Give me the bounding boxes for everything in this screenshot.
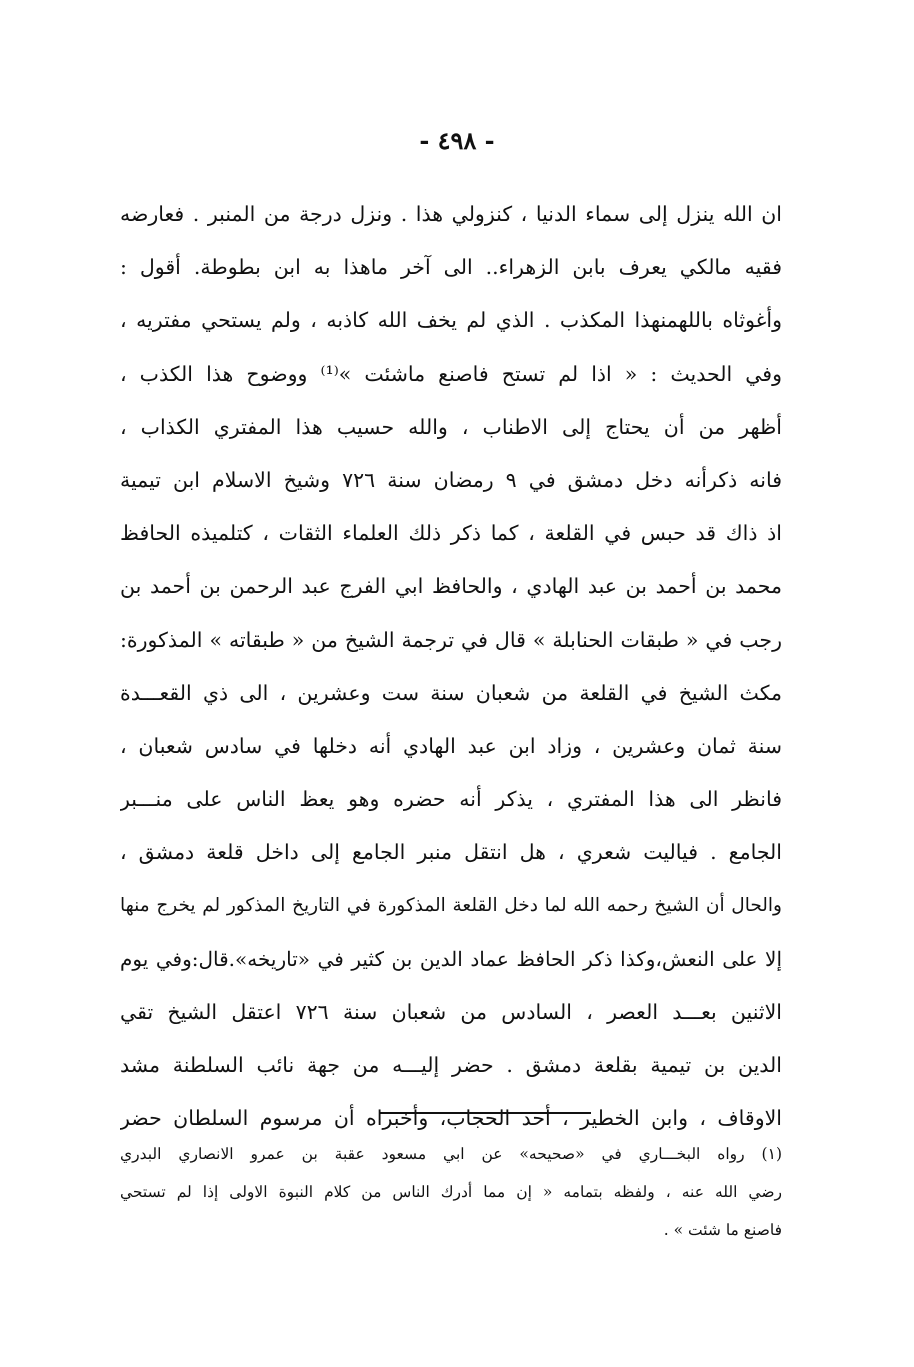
text-line: فانظر الى هذا المفتري ، يذكر أنه حضره وهو يعظ الناس على منـــبر bbox=[120, 787, 782, 812]
text-line: أظهر من أن يحتاج إلى الاطناب ، والله حسيب هذا المفتري الكذاب ، bbox=[120, 414, 782, 439]
text-line: فانه ذكرأنه دخل دمشق في ٩ رمضان سنة ٧٢٦ وشيخ الاسلام ابن تيمية bbox=[120, 467, 782, 492]
footnote-line: رضي الله عنه ، ولفظه بتمامه « إن مما أدرك الناس من كلام النبوة الاولى إذا لم تستحي bbox=[120, 1183, 782, 1201]
text-line: اذ ذاك قد حبس في القلعة ، كما ذكر ذلك العلماء الثقات ، كتلميذه الحافظ bbox=[120, 521, 782, 546]
text-line: الدين بن تيمية بقلعة دمشق . حضر إليـــه من جهة نائب السلطنة مشد bbox=[120, 1053, 782, 1077]
text-line: رجب في « طبقات الحنابلة » قال في ترجمة الشيخ من « طبقاته » المذكورة: bbox=[120, 627, 782, 652]
footnote-line: (١) رواه البخـــاري في «صحيحه» عن ابي مسعود عقبة بن عمرو الانصاري البدري bbox=[120, 1145, 782, 1163]
main-text bbox=[120, 188, 782, 1145]
text-line: والحال أن الشيخ رحمه الله لما دخل القلعة المذكورة في التاريخ المذكور لم يخرج منها bbox=[120, 895, 782, 917]
text-line: وأغوثاه باللهمنهذا المكذب . الذي لم يخف الله كاذبه ، ولم يستحي مفتريه ، bbox=[120, 308, 782, 333]
text-line: إلا على النعش،وكذا ذكر الحافظ عماد الدين بن كثير في «تاريخه».قال:وفي يوم bbox=[120, 946, 782, 971]
text-line: وفي الحديث : « اذا لم تستح فاصنع ماشئت »⁽¹⁾ ووضوح هذا الكذب ، bbox=[120, 361, 782, 386]
text-line: محمد بن أحمد بن عبد الهادي ، والحافظ ابي الفرج عبد الرحمن بن أحمد بن bbox=[120, 574, 782, 599]
text-line: سنة ثمان وعشرين ، وزاد ابن عبد الهادي أنه دخلها في سادس شعبان ، bbox=[120, 733, 782, 758]
text-line: ان الله ينزل إلى سماء الدنيا ، كنزولي هذا . ونزل درجة من المنبر . فعارضه bbox=[120, 202, 782, 226]
text-line: الاثنين بعـــد العصر ، السادس من شعبان سنة ٧٢٦ اعتقل الشيخ تقي bbox=[120, 999, 782, 1024]
page-number: - ٤٩٨ - bbox=[419, 126, 495, 155]
footnotes bbox=[120, 1135, 782, 1249]
text-line: فقيه مالكي يعرف بابن الزهراء.. الى آخر ماهذا به ابن بطوطة. أقول : bbox=[120, 255, 782, 280]
footnote-line: فاصنع ما شئت » . bbox=[663, 1221, 782, 1239]
footnote-separator bbox=[380, 1112, 591, 1114]
text-line: الجامع . فياليت شعري ، هل انتقل منبر الجامع إلى داخل قلعة دمشق ، bbox=[120, 840, 782, 865]
text-line: مكث الشيخ في القلعة من شعبان سنة ست وعشرين ، الى ذي القعـــدة bbox=[120, 680, 782, 705]
text-line: الاوقاف ، وابن الخطير ، أحد الحجاب، وأخبراه أن مرسوم السلطان حضر bbox=[120, 1106, 782, 1131]
